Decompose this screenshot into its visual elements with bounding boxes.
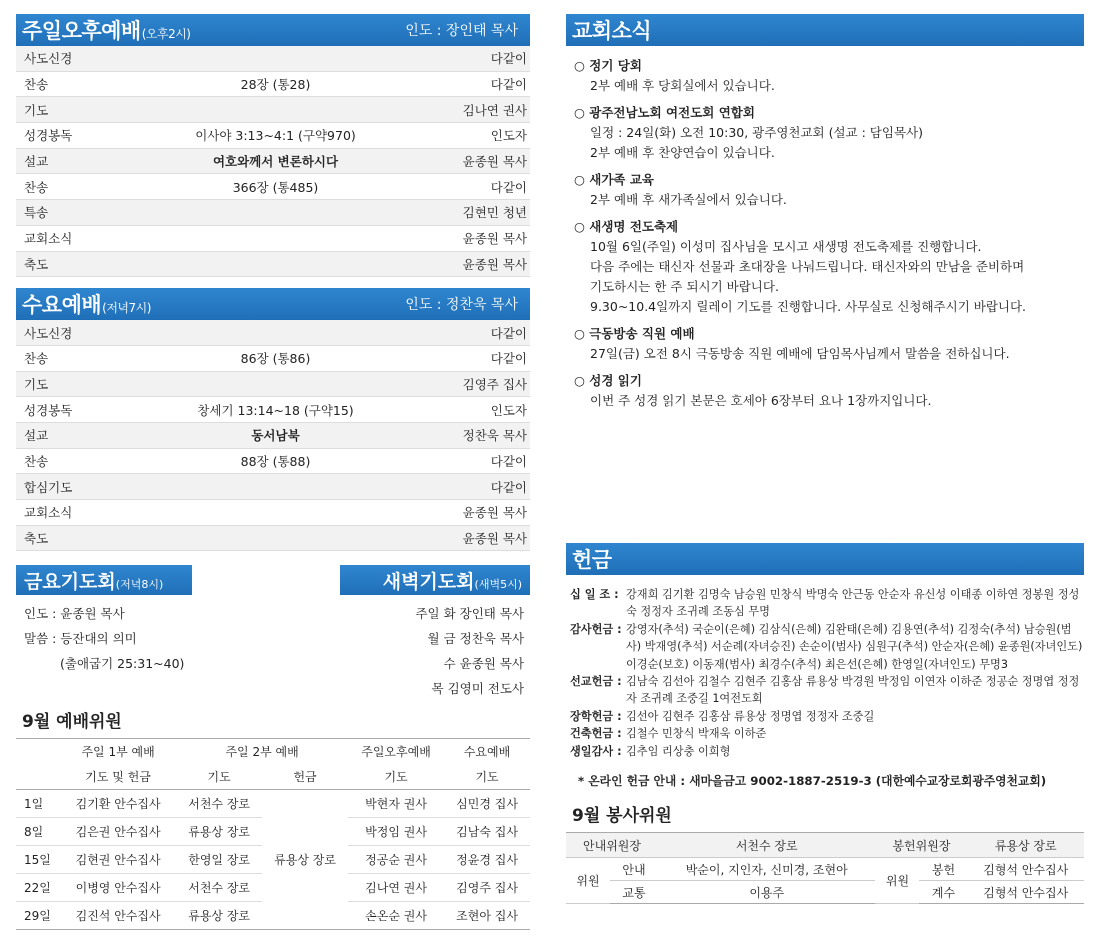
order-person: 다같이	[409, 71, 530, 97]
duty-cell: 손온순 권사	[348, 902, 444, 930]
offering-label: 선교헌금 :	[570, 675, 622, 689]
offer-head: 류용상 장로	[967, 833, 1084, 858]
offering-label: 장학헌금 :	[570, 709, 622, 723]
order-person: 김영주 집사	[409, 371, 530, 397]
offering-names: 강영자(추석) 국순이(은혜) 김삼식(은혜) 김완태(은혜) 김용연(추석) 김정숙(추석) 남승원(범사) 박재영(추석) 서순례(자녀승진) 손순이(범사) 심원구(추석) 안순자(은혜) 윤종원(자녀인도) 이경순(보호) 이동재(범사) 최경수(추석) 최은선(은혜) 한영일(자녀인도) 무명3	[626, 622, 1083, 671]
news-item-body: 9.30~10.4일까지 릴레이 기도를 진행합니다. 사무실로 신청해주시기 바랍니다.	[590, 299, 1027, 314]
order-row	[16, 474, 530, 500]
order-person: 정찬욱 목사	[409, 422, 530, 448]
order-item: 교회소식	[16, 500, 137, 526]
news-item	[574, 324, 1084, 364]
offering-label: 생일감사 :	[570, 744, 622, 758]
dawn-banner	[340, 565, 530, 595]
news-item	[574, 217, 1084, 317]
guide-head: 서천수 장로	[658, 833, 875, 858]
online-offering-info: * 온라인 헌금 안내 : 새마을금고 9002-1887-2519-3 (대한예수교장로회광주영천교회)	[578, 774, 1047, 789]
offering-names: 김철수 민창식 박재욱 이하준	[626, 727, 767, 741]
order-person: 윤종원 목사	[409, 148, 530, 174]
duty-cell: 한영일 장로	[176, 846, 262, 874]
duty-cell: 1일	[16, 790, 60, 818]
news-item-body: 27일(금) 오전 8시 극동방송 직원 예배에 담임목사님께서 말씀을 전하십니다.	[590, 346, 1010, 361]
order-item: 찬송	[16, 174, 137, 200]
count-names: 김형석 안수집사	[967, 881, 1084, 904]
dawn-title: 새벽기도회(새벽5시)	[382, 570, 522, 593]
order-row	[16, 500, 530, 526]
duty-cell: 심민경 집사	[444, 790, 530, 818]
order-content: 동서남북	[137, 422, 409, 448]
duty-cell: 조현아 집사	[444, 902, 530, 930]
order-item: 찬송	[16, 448, 137, 474]
order-content	[137, 46, 409, 71]
order-content	[137, 251, 409, 277]
order-person: 다같이	[409, 345, 530, 371]
friday-banner	[16, 565, 192, 595]
order-row	[16, 371, 530, 397]
news-item-title: ○ 성경 읽기	[574, 373, 642, 388]
traffic-names: 이용주	[658, 881, 875, 904]
count-label: 계수	[919, 881, 967, 904]
offering-row	[570, 743, 1084, 760]
duty-cell: 15일	[16, 846, 60, 874]
order-person: 윤종원 목사	[409, 500, 530, 526]
order-row	[16, 448, 530, 474]
news-item	[574, 170, 1084, 210]
order-row	[16, 71, 530, 97]
duty-cell: 김현권 안수집사	[60, 846, 176, 874]
right-column	[566, 14, 1084, 900]
order-person: 다같이	[409, 320, 530, 345]
wednesday-leader: 인도 : 정찬욱 목사	[405, 297, 518, 314]
order-content	[137, 525, 409, 551]
order-row	[16, 525, 530, 551]
news-item	[574, 371, 1084, 411]
order-row	[16, 200, 530, 226]
order-person: 다같이	[409, 174, 530, 200]
order-person: 인도자	[409, 123, 530, 149]
order-content	[137, 225, 409, 251]
duty-cell: 김기환 안수집사	[60, 790, 176, 818]
order-item: 찬송	[16, 345, 137, 371]
order-content	[137, 320, 409, 345]
duty-header: 수요예배	[444, 739, 530, 765]
order-row	[16, 46, 530, 71]
news-item-body: 2부 예배 후 당회실에서 있습니다.	[590, 78, 775, 93]
order-content: 이사야 3:13~4:1 (구약970)	[137, 123, 409, 149]
order-row	[16, 397, 530, 423]
duty-header: 주일오후예배	[348, 739, 444, 765]
order-row	[16, 345, 530, 371]
friday-sermon: 말씀 : 등잔대의 의미	[24, 631, 137, 647]
order-item: 축도	[16, 525, 137, 551]
member-label: 위원	[875, 858, 919, 904]
friday-title: 금요기도회(저녁8시)	[24, 570, 164, 593]
worship-duty-table	[16, 738, 530, 930]
news-item-body: 다음 주에는 태신자 선물과 초대장을 나눠드립니다. 태신자와의 만남을 준비하며	[590, 259, 1025, 274]
duty-subheader: 기도	[176, 764, 262, 790]
order-person: 윤종원 목사	[409, 225, 530, 251]
news-item-title: ○ 광주전남노회 여전도회 연합회	[574, 105, 755, 120]
order-row	[16, 174, 530, 200]
duty-cell: 정윤경 집사	[444, 846, 530, 874]
offer-names: 김형석 안수집사	[967, 858, 1084, 881]
duty-cell: 김나연 권사	[348, 874, 444, 902]
order-item: 기도	[16, 371, 137, 397]
worship-duty-title: 9월 예배위원	[22, 712, 122, 733]
duty-cell: 김남숙 집사	[444, 818, 530, 846]
offering-row	[570, 708, 1084, 725]
duty-subheader: 기도	[348, 764, 444, 790]
duty-subheader: 헌금	[262, 764, 348, 790]
order-row	[16, 123, 530, 149]
wednesday-banner	[16, 288, 530, 320]
order-item: 성경봉독	[16, 397, 137, 423]
wednesday-order	[16, 320, 530, 551]
offer-label: 봉헌	[919, 858, 967, 881]
order-item: 사도신경	[16, 320, 137, 345]
wednesday-title: 수요예배(저녁7시)	[22, 293, 151, 318]
order-person: 윤종원 목사	[409, 525, 530, 551]
dawn-line: 목 김영미 전도사	[431, 681, 524, 697]
order-content	[137, 500, 409, 526]
order-person: 다같이	[409, 474, 530, 500]
dawn-line: 주일 화 장인태 목사	[415, 606, 524, 622]
order-content: 창세기 13:14~18 (구약15)	[137, 397, 409, 423]
friday-scripture: (출애굽기 25:31~40)	[60, 656, 185, 672]
offering-label: 십 일 조 :	[570, 588, 619, 601]
news-item-body: 이번 주 성경 읽기 본문은 호세아 6장부터 요나 1장까지입니다.	[590, 393, 932, 408]
offering-title: 헌금	[572, 548, 612, 572]
order-content	[137, 97, 409, 123]
order-content	[137, 474, 409, 500]
duty-cell: 정공순 권사	[348, 846, 444, 874]
table-row	[16, 790, 530, 818]
duty-cell: 박정임 권사	[348, 818, 444, 846]
sunday-pm-banner	[16, 14, 530, 46]
order-content: 여호와께서 변론하시다	[137, 148, 409, 174]
sunday-pm-leader: 인도 : 장인태 목사	[405, 23, 518, 39]
order-item: 기도	[16, 97, 137, 123]
order-person: 윤종원 목사	[409, 251, 530, 277]
offering-names: 김선아 김현주 김홍삼 류용상 정명엽 정정자 조중길	[626, 709, 875, 723]
order-person: 다같이	[409, 448, 530, 474]
order-row	[16, 320, 530, 345]
duty-cell: 류용상 장로	[176, 902, 262, 930]
order-content: 86장 (통86)	[137, 345, 409, 371]
order-item: 성경봉독	[16, 123, 137, 149]
sunday-pm-title: 주일오후예배(오후2시)	[22, 19, 191, 43]
duty-cell: 류용상 장로	[176, 818, 262, 846]
order-item: 사도신경	[16, 46, 137, 71]
offering-label: 감사헌금 :	[570, 622, 622, 636]
traffic-label: 교통	[610, 881, 658, 904]
guide-head-label: 안내위원장	[566, 833, 658, 858]
order-person: 김나연 권사	[409, 97, 530, 123]
order-person: 김현민 청년	[409, 200, 530, 226]
service-duty-table	[566, 832, 1084, 904]
guide-names: 박순이, 지인자, 신미경, 조현아	[658, 858, 875, 881]
order-person: 다같이	[409, 46, 530, 71]
guide-label: 안내	[610, 858, 658, 881]
duty-cell: 서천수 장로	[176, 874, 262, 902]
dawn-line: 월 금 정찬욱 목사	[427, 631, 524, 647]
news-item-title: ○ 새생명 전도축제	[574, 219, 679, 234]
order-item: 합심기도	[16, 474, 137, 500]
order-person: 인도자	[409, 397, 530, 423]
duty-cell: 김영주 집사	[444, 874, 530, 902]
news-item-body: 2부 예배 후 찬양연습이 있습니다.	[590, 145, 775, 160]
duty-cell: 29일	[16, 902, 60, 930]
duty-cell: 박현자 권사	[348, 790, 444, 818]
order-item: 교회소식	[16, 225, 137, 251]
member-label: 위원	[566, 858, 610, 904]
order-item: 찬송	[16, 71, 137, 97]
order-content: 366장 (통485)	[137, 174, 409, 200]
order-content	[137, 371, 409, 397]
duty-cell: 이병영 안수집사	[60, 874, 176, 902]
offering-row	[570, 725, 1084, 742]
order-content: 88장 (통88)	[137, 448, 409, 474]
duty-cell: 8일	[16, 818, 60, 846]
news-title: 교회소식	[572, 19, 652, 43]
order-item: 설교	[16, 422, 137, 448]
duty-cell: 김진석 안수집사	[60, 902, 176, 930]
offering-names: 김추임 리상충 이희형	[626, 744, 731, 758]
offering-names: 김남숙 김선아 김철수 김현주 김홍삼 류용상 박경원 박정임 이연자 이하준 정공순 정명엽 정정자 조귀례 조중길 1여전도회	[626, 675, 1080, 706]
friday-info	[16, 601, 184, 701]
duty-subheader: 기도 및 헌금	[60, 764, 176, 790]
duty-offering-shared: 류용상 장로	[262, 790, 348, 930]
news-list	[566, 46, 1084, 411]
news-item-title: ○ 정기 당회	[574, 58, 642, 73]
service-duty-title: 9월 봉사위원	[572, 806, 672, 827]
news-item-title: ○ 새가족 교육	[574, 172, 654, 187]
left-column	[16, 14, 530, 930]
offering-names: 강재희 김기환 김명숙 남승원 민창식 박명숙 안근동 안순자 유신성 이태종 이하연 정봉원 정성숙 정정자 조귀례 조동심 무명	[626, 588, 1080, 619]
order-row	[16, 422, 530, 448]
order-content: 28장 (통28)	[137, 71, 409, 97]
dawn-line: 수 윤종원 목사	[443, 656, 524, 672]
offering-banner	[566, 543, 1084, 575]
dawn-info	[415, 601, 530, 701]
order-content	[137, 200, 409, 226]
offer-head-label: 봉헌위원장	[875, 833, 967, 858]
news-item-body: 일정 : 24일(화) 오전 10:30, 광주영천교회 (설교 : 담임목사)	[590, 125, 923, 140]
duty-cell: 김은권 안수집사	[60, 818, 176, 846]
duty-header: 주일 1부 예배	[60, 739, 176, 765]
news-item-title: ○ 극동방송 직원 예배	[574, 326, 695, 341]
duty-cell: 22일	[16, 874, 60, 902]
order-row	[16, 251, 530, 277]
order-row	[16, 97, 530, 123]
offering-row	[570, 621, 1084, 673]
offering-row	[570, 673, 1084, 708]
news-banner	[566, 14, 1084, 46]
offering-row	[570, 586, 1084, 621]
order-item: 특송	[16, 200, 137, 226]
news-item-body: 10월 6일(주일) 이성미 집사님을 모시고 새생명 전도축제를 진행합니다.	[590, 239, 982, 254]
offering-list	[566, 580, 1084, 760]
news-item-body: 기도하시는 한 주 되시기 바랍니다.	[590, 279, 779, 294]
news-item	[574, 103, 1084, 163]
order-item: 축도	[16, 251, 137, 277]
news-item	[574, 56, 1084, 96]
duty-header: 주일 2부 예배	[176, 739, 348, 765]
order-item: 설교	[16, 148, 137, 174]
offering-label: 건축헌금 :	[570, 727, 622, 741]
duty-cell: 서천수 장로	[176, 790, 262, 818]
friday-leader: 인도 : 윤종원 목사	[24, 606, 125, 622]
sunday-pm-order	[16, 46, 530, 277]
duty-subheader: 기도	[444, 764, 530, 790]
news-item-body: 2부 예배 후 새가족실에서 있습니다.	[590, 192, 787, 207]
order-row	[16, 225, 530, 251]
order-row	[16, 148, 530, 174]
